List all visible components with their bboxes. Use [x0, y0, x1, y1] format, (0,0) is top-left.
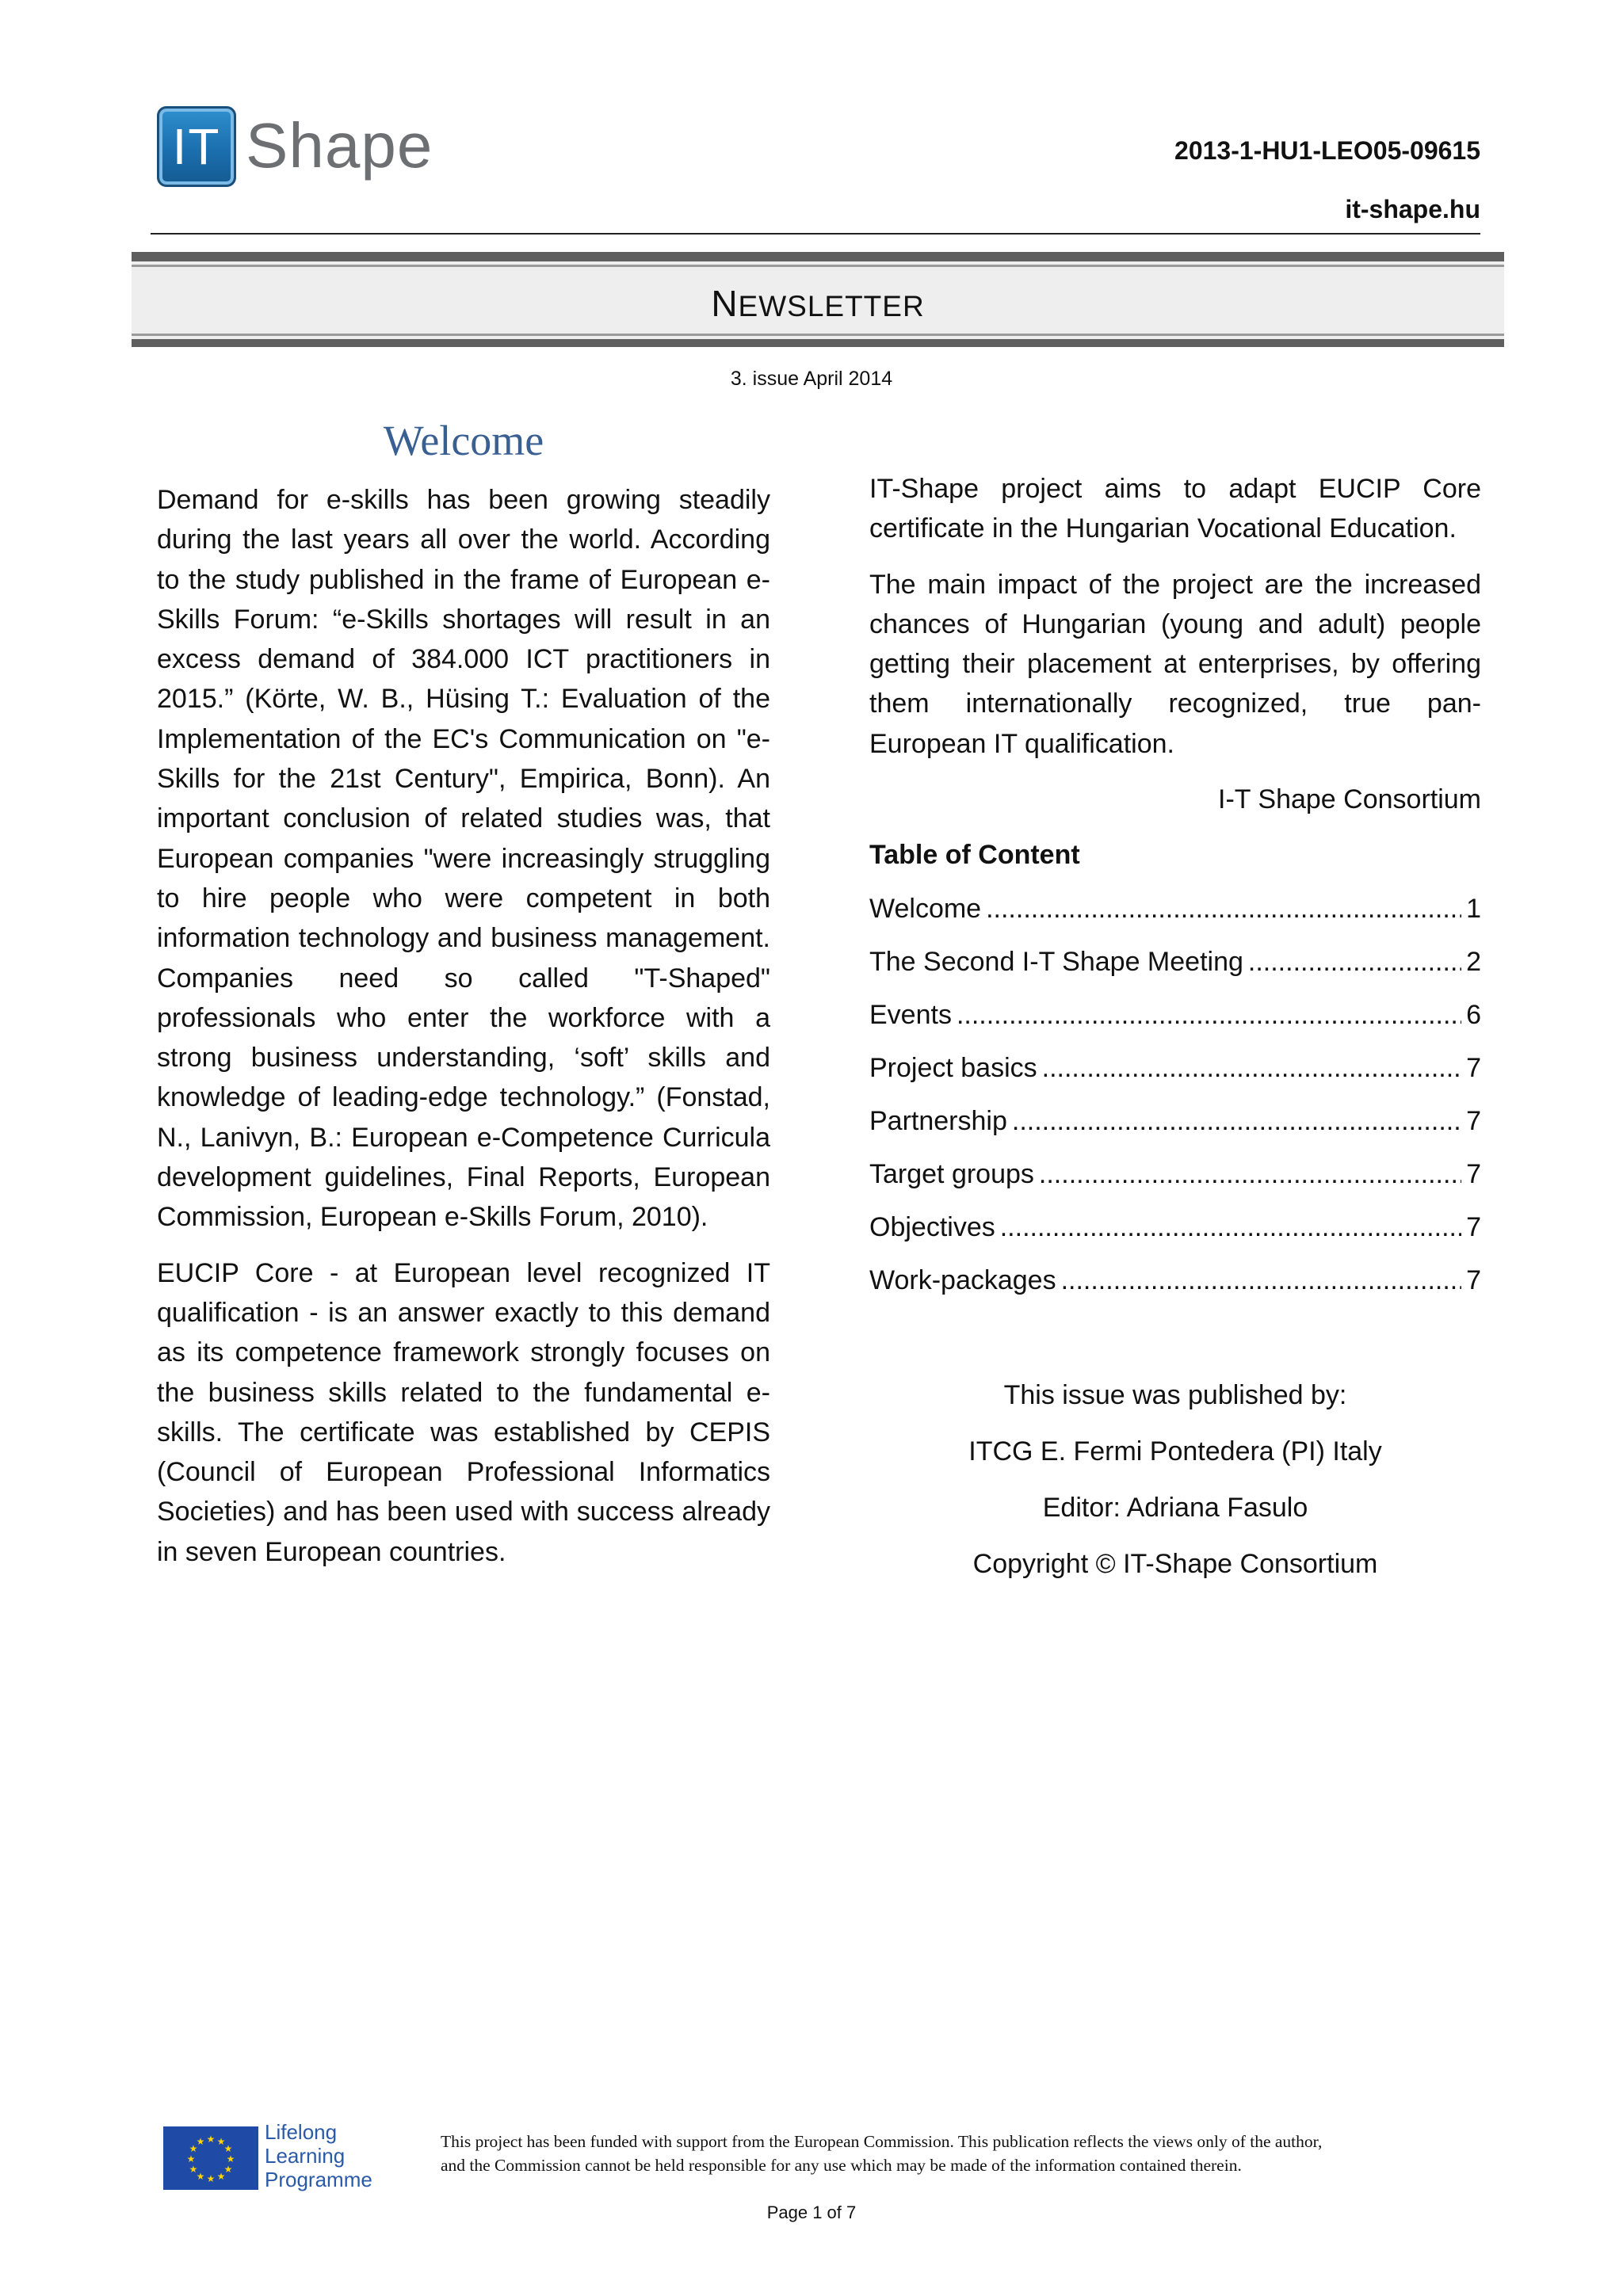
- lifelong-learning-logo: [163, 2120, 393, 2196]
- newsletter-title: [132, 282, 1504, 325]
- toc-item-objectives[interactable]: [869, 1207, 1481, 1247]
- toc-leader: [957, 995, 1461, 1035]
- publisher-org: ITCG E. Fermi Pontedera (PI) Italy: [968, 1436, 1382, 1467]
- toc-page: 7: [1466, 1053, 1481, 1084]
- llp-line-1: Lifelong: [265, 2120, 338, 2144]
- page-number: Page 1 of 7: [766, 2203, 857, 2222]
- toc-label: Events: [869, 1000, 952, 1031]
- toc-label: Welcome: [869, 894, 982, 925]
- project-aim-paragraph: IT-Shape project aims to adapt EUCIP Core certificate in the Hungarian Vocational Education.: [869, 474, 1481, 544]
- svg-text:★: ★: [226, 2153, 235, 2164]
- toc-label: Partnership: [869, 1106, 1007, 1137]
- welcome-paragraph-2: EUCIP Core - at European level recognized IT qualification - is an answer exactly to this demand as its competence framework strongly focuses on the business skills related to the fundamental e-skills. The certificate was established by CEPIS (Council of European Professional Informatics Societies) and has been used with success already in seven European countries.: [157, 1257, 770, 1567]
- toc-label: Target groups: [869, 1159, 1034, 1190]
- right-column: [869, 469, 1481, 1600]
- toc-item-second-meeting[interactable]: [869, 942, 1481, 982]
- svg-text:★: ★: [216, 2136, 226, 2147]
- toc-leader: [1061, 1261, 1462, 1300]
- table-of-content: [869, 889, 1481, 1300]
- svg-text:★: ★: [206, 2173, 216, 2184]
- welcome-paragraph-1: Demand for e-skills has been growing steadily during the last years all over the world. According to the study published in the frame of European e-Skills Forum: “e-Skills shortages will result in an excess demand of 384.000 ICT practitioners in 2015.” (Körte, W. B., Hüsing T.: Evaluation of the Implementation of the EC's Communication on "e-Skills for the 21st Century", Empirica, Bonn). An important conclusion of related studies was, that European companies "were increasingly struggling to hire people who were competent in both information technology and business management. Companies need so called "T-Shaped" professionals who enter the workforce with a strong business understanding, ‘soft’ skills and knowledge of leading-edge technology.” (Fonstad, N., Lanivyn, B.: European e-Competence Curricula development guidelines, Final Reports, European Commission, European e-Skills Forum, 2010).: [157, 485, 770, 1233]
- eu-flag-icon: [163, 2126, 258, 2190]
- svg-text:★: ★: [223, 2143, 233, 2154]
- logo-word: Shape: [246, 110, 433, 181]
- disclaimer-line-2: and the Commission cannot be held responsible for any use which may be made of the information contained therein.: [441, 2156, 1242, 2175]
- left-column: [157, 415, 770, 1588]
- llp-line-3: Programme: [265, 2168, 372, 2191]
- toc-leader: [1000, 1207, 1461, 1247]
- toc-label: Objectives: [869, 1212, 995, 1243]
- toc-item-partnership[interactable]: [869, 1101, 1481, 1141]
- toc-page: 2: [1466, 947, 1481, 978]
- toc-leader: [1248, 942, 1461, 982]
- svg-text:★: ★: [216, 2171, 226, 2182]
- toc-label: Project basics: [869, 1053, 1037, 1084]
- site-url: it-shape.hu: [1345, 195, 1480, 223]
- svg-text:★: ★: [186, 2153, 196, 2164]
- newsletter-title-rest: EWSLETTER: [738, 290, 925, 322]
- toc-title: Table of Content: [869, 840, 1080, 871]
- llp-text: [265, 2120, 372, 2191]
- svg-text:★: ★: [196, 2136, 205, 2147]
- toc-leader: [1039, 1154, 1461, 1194]
- it-shape-logo: [157, 106, 433, 193]
- svg-text:★: ★: [196, 2171, 205, 2182]
- toc-label: The Second I-T Shape Meeting: [869, 947, 1243, 978]
- project-code: 2013-1-HU1-LEO05-09615: [1174, 136, 1480, 165]
- publisher-info: [869, 1375, 1481, 1584]
- funding-disclaimer: [441, 2130, 1484, 2177]
- newsletter-title-initial: N: [711, 283, 739, 324]
- toc-item-work-packages[interactable]: [869, 1261, 1481, 1300]
- toc-leader: [986, 889, 1461, 929]
- publisher-copyright: Copyright © IT-Shape Consortium: [972, 1549, 1378, 1580]
- toc-item-project-basics[interactable]: [869, 1048, 1481, 1088]
- consortium-signature: I-T Shape Consortium: [1218, 784, 1481, 815]
- toc-page: 6: [1466, 1000, 1481, 1031]
- publisher-intro: This issue was published by:: [1003, 1380, 1347, 1411]
- newsletter-banner: [132, 252, 1504, 347]
- toc-leader: [1012, 1101, 1461, 1141]
- logo-it-box: IT: [157, 106, 236, 187]
- toc-page: 7: [1466, 1106, 1481, 1137]
- toc-leader: [1042, 1048, 1461, 1088]
- toc-item-events[interactable]: [869, 995, 1481, 1035]
- disclaimer-line-1: This project has been funded with support from the European Commission. This publication reflects the views only of the author,: [441, 2132, 1323, 2151]
- toc-item-welcome[interactable]: [869, 889, 1481, 929]
- svg-text:★: ★: [189, 2164, 198, 2175]
- publisher-editor: Editor: Adriana Fasulo: [1042, 1493, 1308, 1524]
- llp-line-2: Learning: [265, 2144, 346, 2168]
- header-divider: [151, 233, 1480, 235]
- toc-item-target-groups[interactable]: [869, 1154, 1481, 1194]
- toc-page: 1: [1466, 894, 1481, 925]
- toc-page: 7: [1466, 1212, 1481, 1243]
- svg-text:★: ★: [206, 2134, 216, 2145]
- toc-page: 7: [1466, 1265, 1481, 1296]
- svg-text:★: ★: [223, 2164, 233, 2175]
- project-impact-paragraph: The main impact of the project are the increased chances of Hungarian (young and adult) people getting their placement at enterprises, by offering them internationally recognized, true pan-European IT qualification.: [869, 569, 1481, 759]
- issue-date: 3. issue April 2014: [730, 368, 893, 390]
- welcome-title: Welcome: [383, 417, 544, 464]
- toc-page: 7: [1466, 1159, 1481, 1190]
- toc-label: Work-packages: [869, 1265, 1056, 1296]
- svg-text:★: ★: [189, 2143, 198, 2154]
